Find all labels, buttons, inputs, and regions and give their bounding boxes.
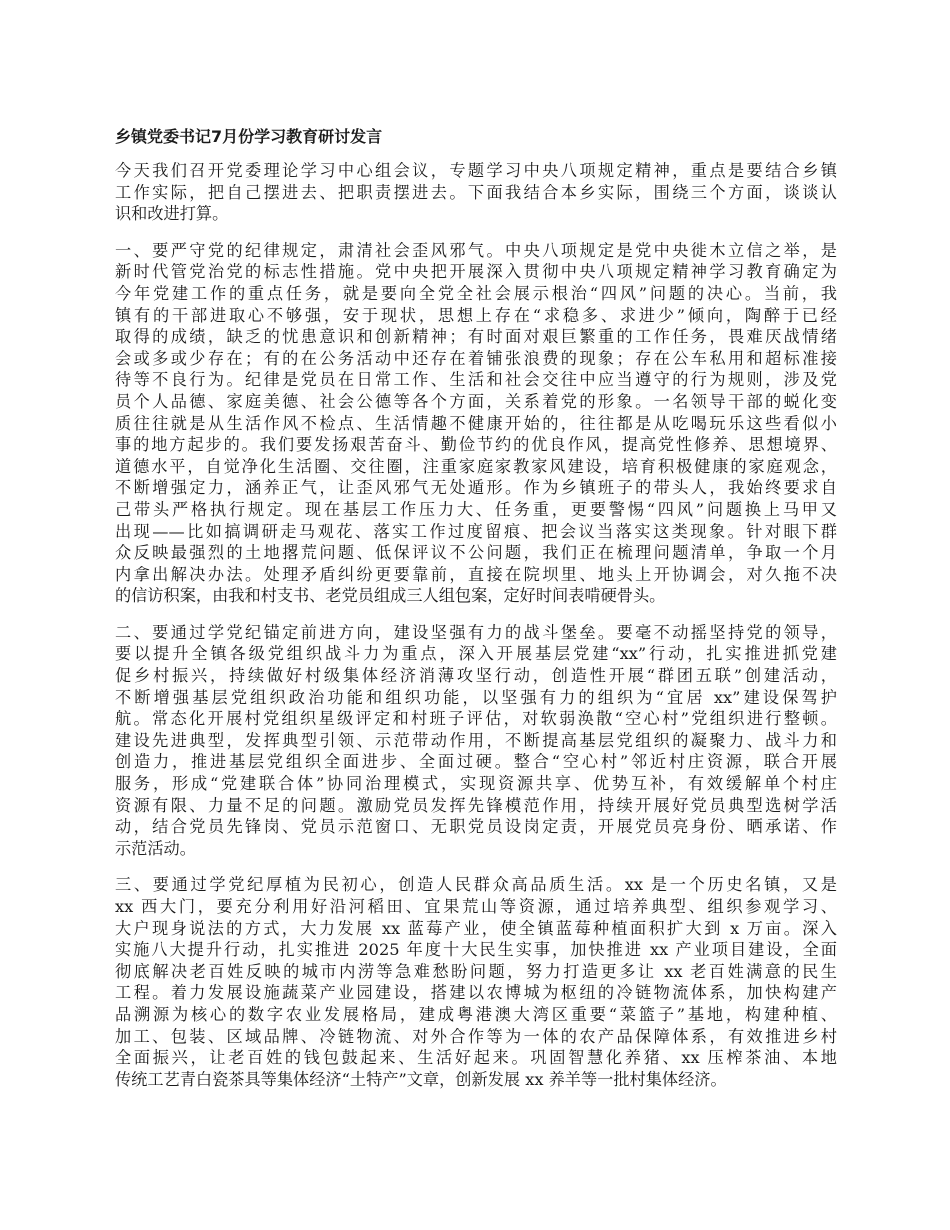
text-line: 大户现身说法的方式，大力发展 xx 蓝莓产业，使全镇蓝莓种植面积扩大到 x 万亩。深入 — [115, 918, 837, 938]
text-line: 品溯源为核心的数字农业发展格局，建成粤港澳大湾区重要“菜篮子”基地，构建种植、 — [115, 1004, 837, 1024]
text-line: 航。常态化开展村党组织星级评定和村班子评估，对软弱涣散“空心村”党组织进行整顿。 — [115, 709, 837, 729]
text-line: 资源有限、力量不足的问题。激励党员发挥先锋模范作用，持续开展好党员典型选树学活 — [115, 795, 837, 815]
text-line: 一、要严守党的纪律规定，肃清社会歪风邪气。中央八项规定是党中央徙木立信之举，是 — [115, 240, 837, 260]
text-line: 实施八大提升行动，扎实推进 2025 年度十大民生实事，加快推进 xx 产业项目建设，全面 — [115, 940, 837, 960]
text-line: 会或多或少存在；有的在公务活动中还存在着铺张浪费的现象；存在公车私用和超标准接 — [115, 348, 837, 368]
text-line: 服务，形成“党建联合体”协同治理模式，实现资源共享、优势互补，有效缓解单个村庄 — [115, 774, 837, 794]
text-line: 全面振兴，让老百姓的钱包鼓起来、生活好起来。巩固智慧化养猪、xx 压榨茶油、本地 — [115, 1048, 837, 1068]
paragraph-1 — [115, 160, 837, 225]
document-title: 乡镇党委书记7月份学习教育研讨发言 — [115, 127, 383, 146]
text-line: 二、要通过学党纪锚定前进方向，建设坚强有力的战斗堡垒。要毫不动摇坚持党的领导， — [115, 622, 837, 642]
text-line: 建设先进典型，发挥典型引领、示范带动作用，不断提高基层党组织的凝聚力、战斗力和 — [115, 730, 837, 750]
text-line: 今年党建工作的重点任务，就是要向全党全社会展示根治“四风”问题的决心。当前，我 — [115, 283, 837, 303]
text-line: 不断增强基层党组织政治功能和组织功能，以坚强有力的组织为“宜居 xx”建设保驾护 — [115, 687, 837, 707]
text-line: 三、要通过学党纪厚植为民初心，创造人民群众高品质生活。xx 是一个历史名镇，又是 — [115, 875, 837, 895]
paragraph-3 — [115, 622, 837, 860]
paragraph-2 — [115, 240, 837, 607]
paragraph-4 — [115, 874, 837, 1090]
text-line: 出现——比如搞调研走马观花、落实工作过度留痕、把会议当落实这类现象。针对眼下群 — [115, 521, 837, 541]
text-line: 促乡村振兴，持续做好村级集体经济消薄攻坚行动，创造性开展“群团五联”创建活动， — [115, 666, 837, 686]
text-line: 识和改进打算。 — [115, 204, 229, 224]
text-line: 不断增强定力，涵养正气，让歪风邪气无处遁形。作为乡镇班子的带头人，我始终要求自 — [115, 478, 837, 498]
text-line: 众反映最强烈的土地撂荒问题、低保评议不公问题，我们正在梳理问题清单，争取一个月 — [115, 543, 837, 563]
text-line: 事的地方起步的。我们要发扬艰苦奋斗、勤俭节约的优良作风，提高党性修养、思想境界、 — [115, 435, 837, 455]
text-line: 创造力，推进基层党组织全面进步、全面过硬。整合“空心村”邻近村庄资源，联合开展 — [115, 752, 837, 772]
text-line: 传统工艺青白瓷茶具等集体经济“土特产”文章，创新发展 xx 养羊等一批村集体经济。 — [115, 1069, 727, 1089]
text-line: 今天我们召开党委理论学习中心组会议，专题学习中央八项规定精神，重点是要结合乡镇 — [115, 161, 837, 180]
text-line: 待等不良行为。纪律是党员在日常工作、生活和社会交往中应当遵守的行为规则，涉及党 — [115, 370, 837, 390]
text-line: 己带头严格执行规定。现在基层工作压力大、任务重，更要警惕“四风”问题换上马甲又 — [115, 499, 837, 519]
paragraphs — [115, 160, 837, 1090]
text-line: 的信访积案，由我和村支书、老党员组成三人组包案，定好时间表啃硬骨头。 — [115, 586, 666, 606]
text-line: 员个人品德、家庭美德、社会公德等各个方面，关系着党的形象。一名领导干部的蜕化变 — [115, 391, 837, 411]
text-line: 质往往就是从生活作风不检点、生活情趣不健康开始的，往往都是从吃喝玩乐这些看似小 — [115, 413, 837, 433]
text-line: 加工、包装、区域品牌、冷链物流、对外合作等为一体的农产品保障体系，有效推进乡村 — [115, 1026, 837, 1046]
text-line: 动，结合党员先锋岗、党员示范窗口、无职党员设岗定责，开展党员亮身份、晒承诺、作 — [115, 817, 837, 837]
text-line: 工作实际，把自己摆进去、把职责摆进去。下面我结合本乡实际，围绕三个方面，谈谈认 — [115, 182, 837, 202]
text-line: 示范活动。 — [115, 838, 196, 858]
text-line: 工程。着力发展设施蔬菜产业园建设，搭建以农博城为枢纽的冷链物流体系，加快构建产 — [115, 983, 837, 1003]
text-line: xx 西大门，要充分利用好沿河稻田、宜果荒山等资源，通过培养典型、组织参观学习、 — [115, 897, 837, 916]
document-body — [115, 126, 837, 1105]
text-line: 取得的成绩，缺乏的忧患意识和创新精神；有时面对艰巨繁重的工作任务，畏难厌战情绪 — [115, 327, 837, 347]
text-line: 道德水平，自觉净化生活圈、交往圈，注重家庭家教家风建设，培育积极健康的家庭观念， — [115, 456, 837, 476]
text-line: 彻底解决老百姓反映的城市内涝等急难愁盼问题，努力打造更多让 xx 老百姓满意的民生 — [115, 961, 837, 981]
text-line: 内拿出解决办法。处理矛盾纠纷更要靠前，直接在院坝里、地头上开协调会，对久拖不决 — [115, 564, 837, 584]
text-line: 要以提升全镇各级党组织战斗力为重点，深入开展基层党建“xx”行动，扎实推进抓党建 — [115, 644, 837, 664]
text-line: 新时代管党治党的标志性措施。党中央把开展深入贯彻中央八项规定精神学习教育确定为 — [115, 262, 837, 282]
text-line: 镇有的干部进取心不够强，安于现状，思想上存在“求稳多、求进少”倾向，陶醉于已经 — [115, 305, 837, 325]
